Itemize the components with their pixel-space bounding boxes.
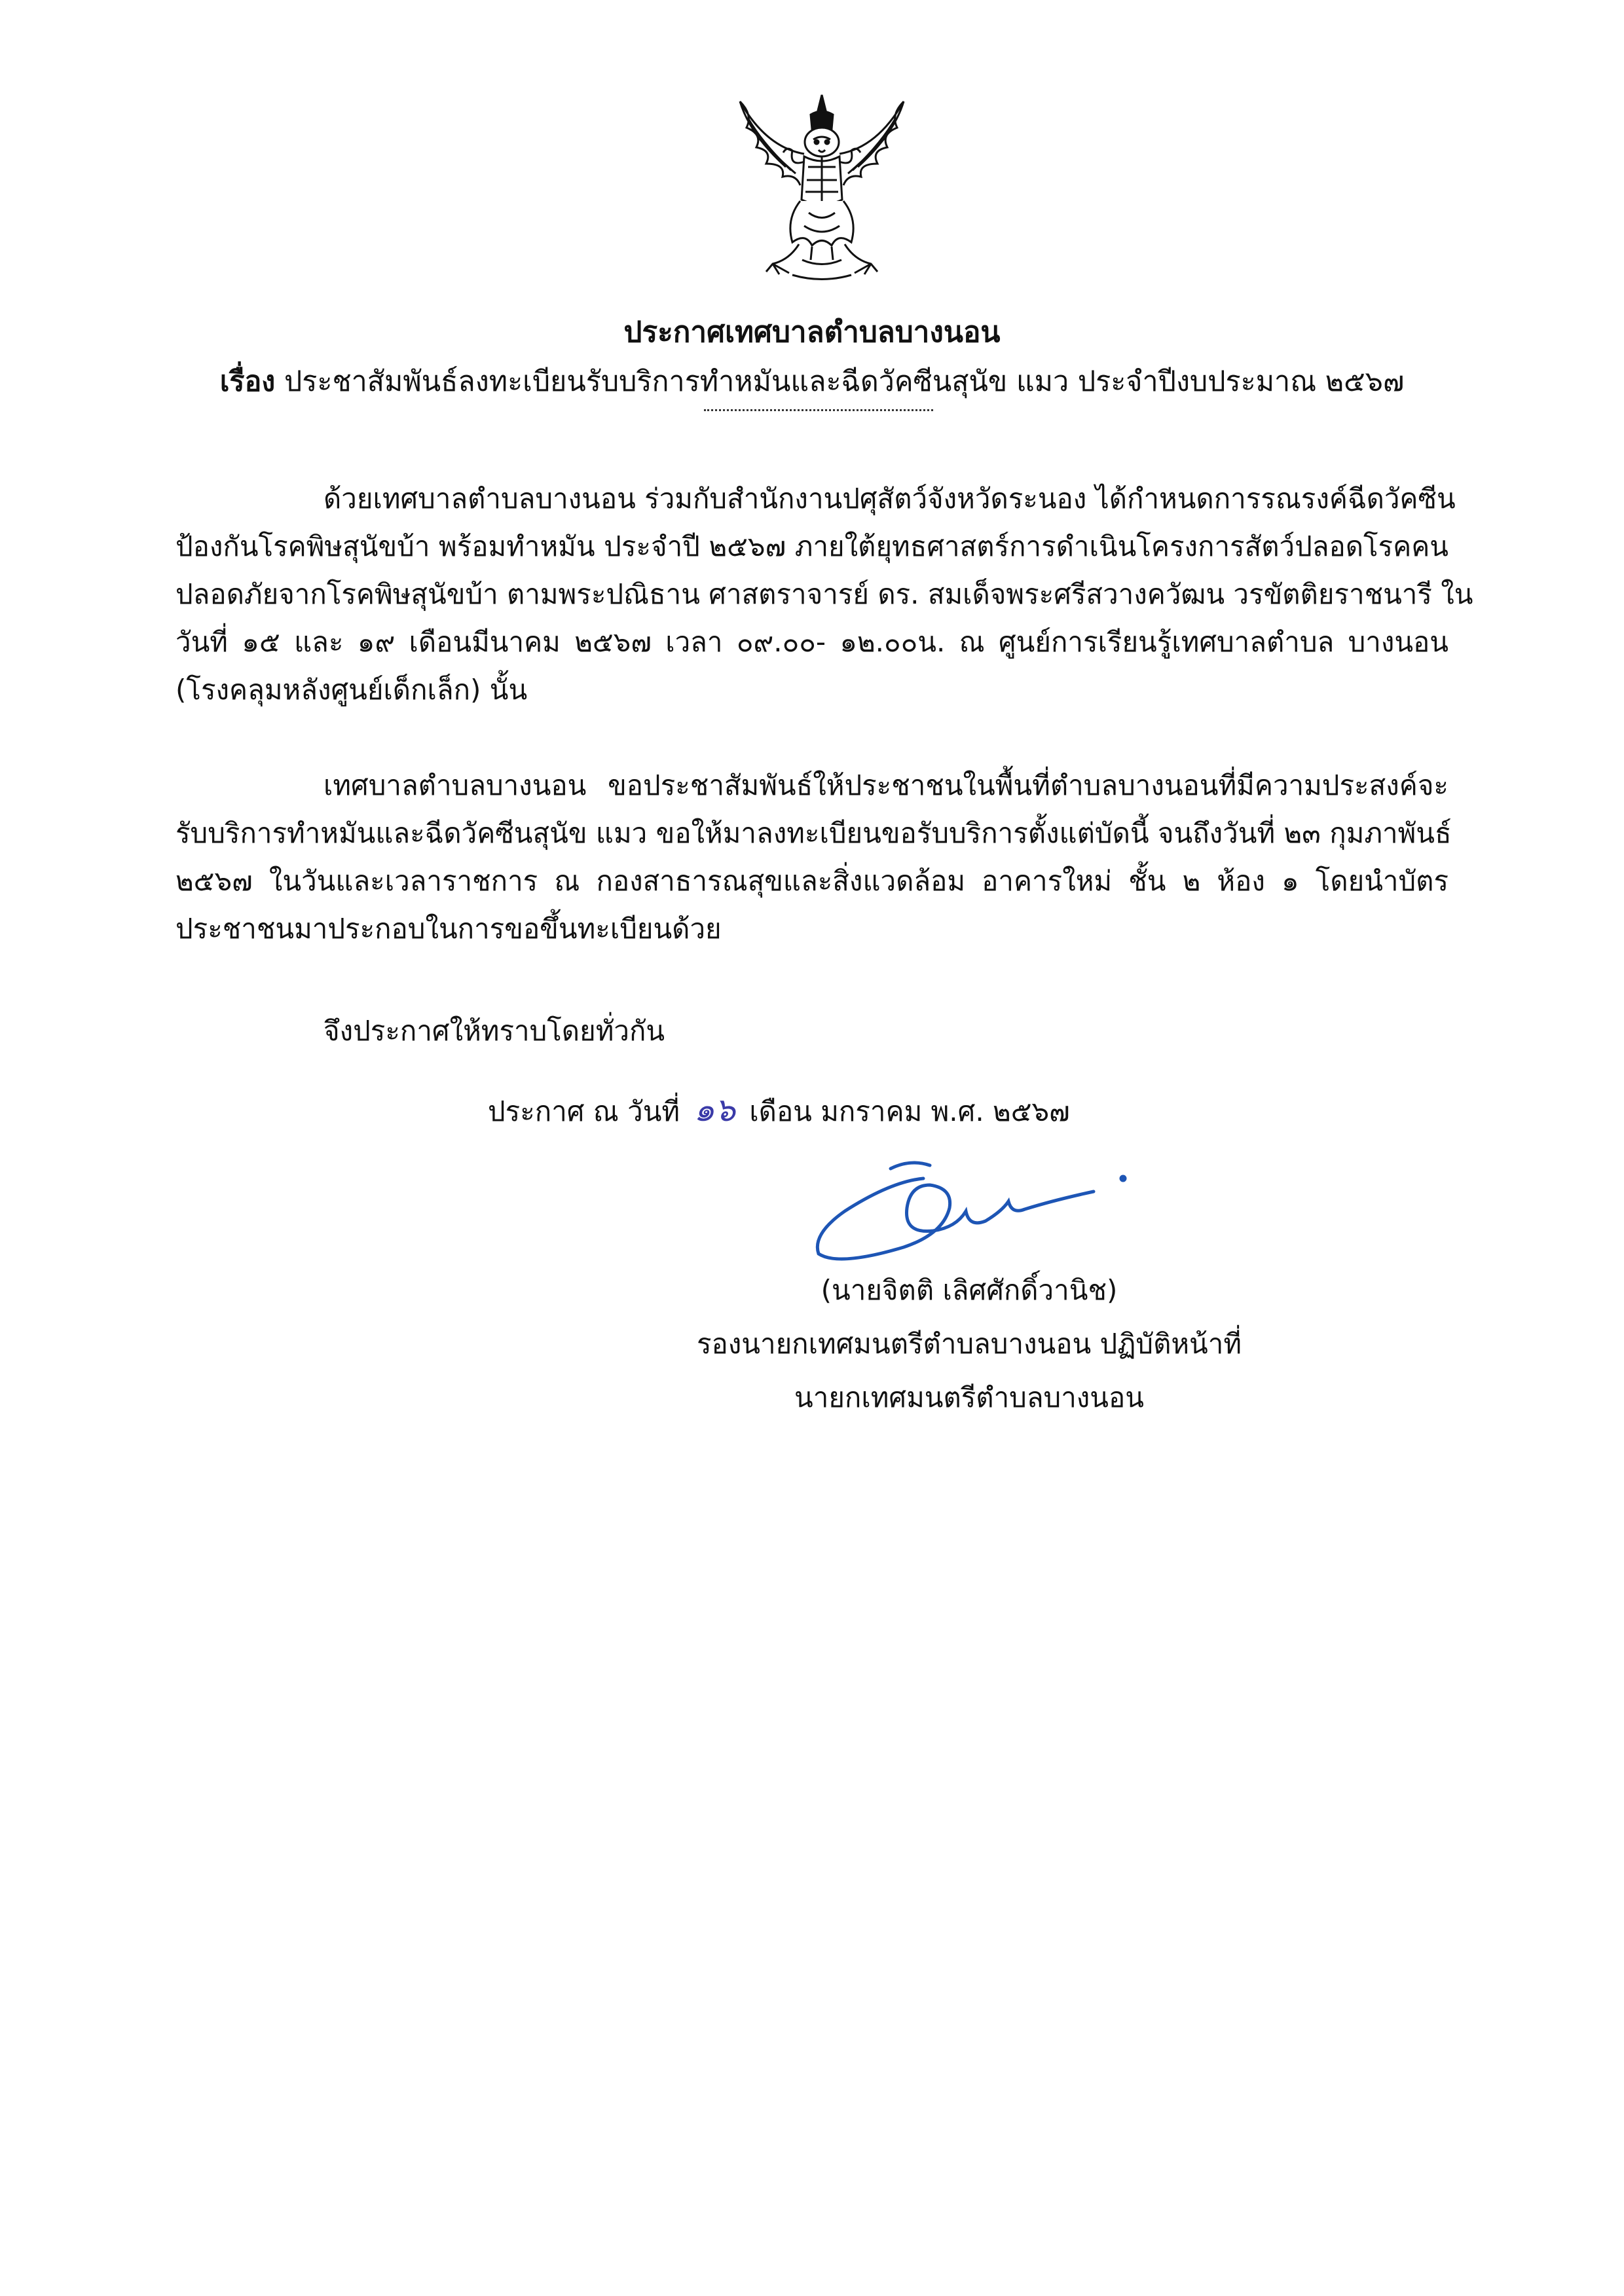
date-suffix: เดือน มกราคม พ.ศ. ๒๕๖๗ [749, 1095, 1070, 1127]
paragraph-2 [175, 761, 1452, 953]
paragraph-line: ด้วยเทศบาลตำบลบางนอน ร่วมกับสำนักงานปศุสัตว์จังหวัดระนอง ได้กำหนดการรณรงค์ฉีดวัคซีน [323, 483, 1456, 515]
signatory-position-line-2: นายกเทศมนตรีตำบลบางนอน [794, 1381, 1144, 1413]
subject-line [0, 363, 1624, 400]
announcement-date [488, 1090, 1070, 1131]
paragraph-line: ๒๕๖๗ ในวันและเวลาราชการ ณ กองสาธารณสุขและสิ่งแวดล้อม อาคารใหม่ ชั้น ๒ ห้อง ๑ โดยนำบัตร [175, 865, 1449, 897]
document-title: ประกาศเทศบาลตำบลบางนอน [623, 316, 1001, 349]
subject-label: เรื่อง [219, 365, 276, 398]
paragraph-1 [175, 475, 1473, 714]
title-divider [704, 409, 933, 411]
paragraph-line: ป้องกันโรคพิษสุนัขบ้า พร้อมทำหมัน ประจำปี ๒๕๖๗ ภายใต้ยุทธศาสตร์การดำเนินโครงการสัตว์ปลอดโรคคน [175, 530, 1449, 562]
paragraph-line: เทศบาลตำบลบางนอน ขอประชาสัมพันธ์ให้ประชาชนในพื้นที่ตำบลบางนอนที่มีความประสงค์จะ [323, 769, 1449, 801]
closing-statement: จึงประกาศให้ทราบโดยทั่วกัน [323, 1015, 665, 1047]
date-prefix: ประกาศ ณ วันที่ [488, 1095, 680, 1127]
paragraph-line: รับบริการทำหมันและฉีดวัคซีนสุนัข แมว ขอให้มาลงทะเบียนขอรับบริการตั้งแต่บัดนี้ จนถึงวันที่ ๒๓ กุมภาพันธ์ [175, 817, 1452, 849]
paragraph-line: ประชาชนมาประกอบในการขอขึ้นทะเบียนด้วย [175, 913, 722, 945]
subject-text: ประชาสัมพันธ์ลงทะเบียนรับบริการทำหมันและฉีดวัคซีนสุนัข แมว ประจำปีงบประมาณ ๒๕๖๗ [284, 365, 1405, 398]
garuda-emblem-icon [727, 88, 917, 285]
handwritten-day: ๑๖ [693, 1091, 735, 1129]
paragraph-line: (โรงคลุมหลังศูนย์เด็กเล็ก) นั้น [175, 674, 528, 706]
signatory-name: (นายจิตติ เลิศศักดิ์วานิช) [821, 1274, 1118, 1306]
signature-icon [792, 1149, 1133, 1267]
signatory-position-line-1: รองนายกเทศมนตรีตำบลบางนอน ปฏิบัติหน้าที่ [696, 1328, 1242, 1360]
paragraph-line: ปลอดภัยจากโรคพิษสุนัขบ้า ตามพระปณิธาน ศาสตราจารย์ ดร. สมเด็จพระศรีสวางควัฒน วรขัตติยราชนารี ใน [175, 578, 1473, 610]
paragraph-line: วันที่ ๑๕ และ ๑๙ เดือนมีนาคม ๒๕๖๗ เวลา ๐๙.๐๐- ๑๒.๐๐น. ณ ศูนย์การเรียนรู้เทศบาลตำบล บางนอน [175, 626, 1449, 658]
